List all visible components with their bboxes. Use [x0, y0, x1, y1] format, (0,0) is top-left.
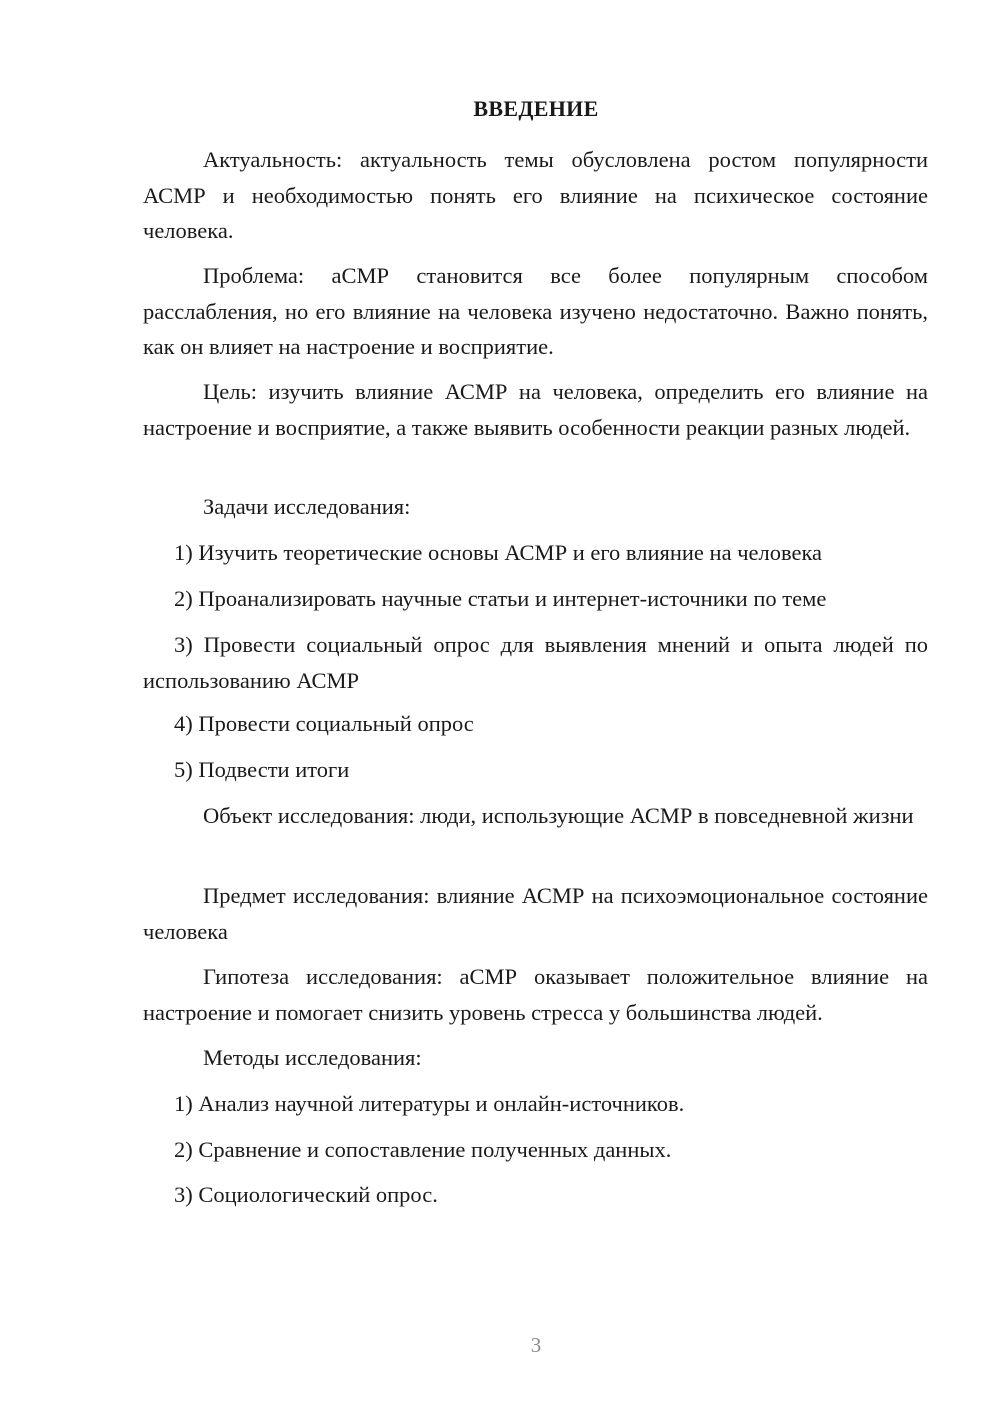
task-item: 2) Проанализировать научные статьи и интернет-источники по теме [174, 586, 827, 611]
task-item: 1) Изучить теоретические основы АСМР и его влияние на человека [174, 540, 823, 565]
method-item: 2) Сравнение и сопоставление полученных данных. [174, 1137, 672, 1162]
goal-paragraph: Цель: изучить влияние АСМР на человека, определить его влияние на настроение и восприятие, а также выявить особенности реакции разных людей. [143, 379, 928, 440]
page-title: ВВЕДЕНИЕ [473, 96, 599, 121]
task-item: 3) Провести социальный опрос для выявления мнений и опыта людей по использованию АСМР [143, 632, 928, 693]
hypothesis-paragraph: Гипотеза исследования: аСМР оказывает положительное влияние на настроение и помогает снизить уровень стресса у большинства людей. [143, 964, 928, 1025]
problem-paragraph: Проблема: аСМР становится все более популярным способом расслабления, но его влияние на человека изучено недостаточно. Важно понять, как он влияет на настроение и восприятие. [143, 263, 928, 359]
task-item: 4) Провести социальный опрос [174, 711, 474, 736]
methods-heading: Методы исследования: [203, 1045, 422, 1070]
method-item: 3) Социологический опрос. [174, 1182, 438, 1207]
subject-paragraph: Предмет исследования: влияние АСМР на психоэмоциональное состояние человека [143, 883, 928, 944]
tasks-heading: Задачи исследования: [203, 494, 411, 519]
task-item: 5) Подвести итоги [174, 757, 350, 782]
object-paragraph: Объект исследования: люди, использующие АСМР в повседневной жизни [203, 803, 914, 828]
method-item: 1) Анализ научной литературы и онлайн-источников. [174, 1091, 685, 1116]
page-number: 3 [530, 1333, 542, 1357]
relevance-paragraph: Актуальность: актуальность темы обусловлена ростом популярности АСМР и необходимостью понять его влияние на психическое состояние человека. [143, 147, 928, 243]
